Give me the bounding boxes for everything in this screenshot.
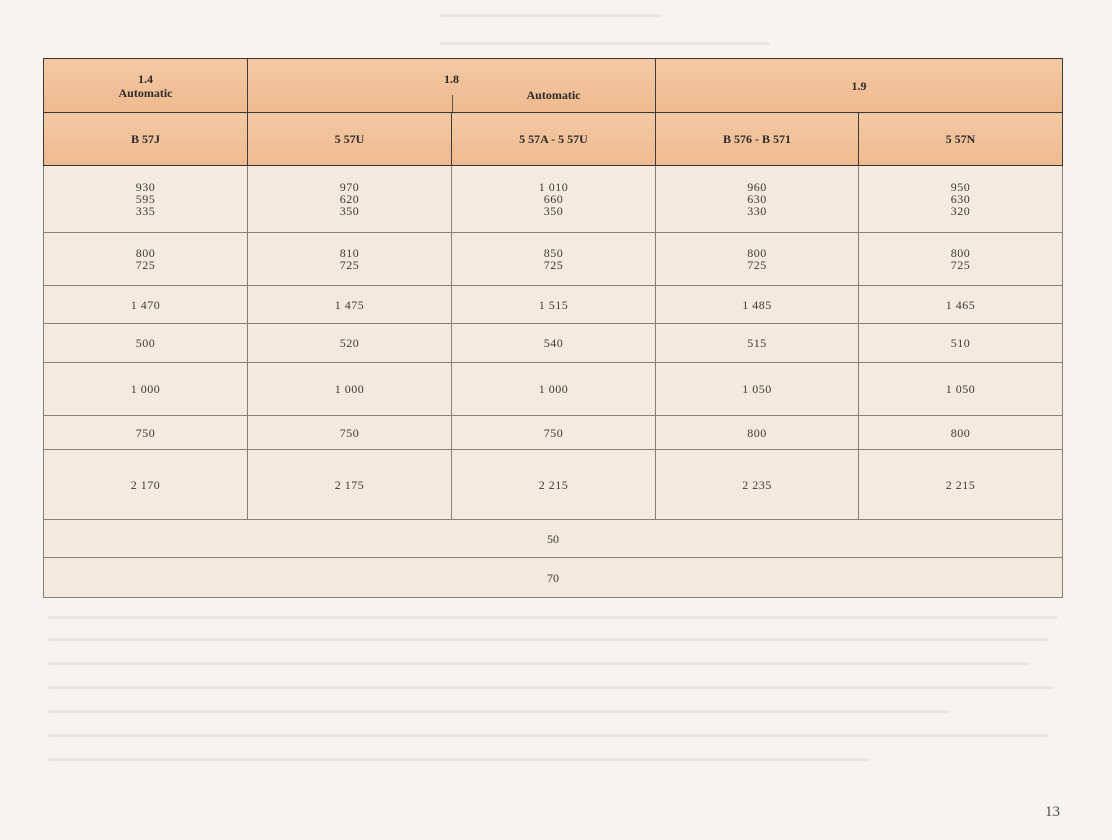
- table-cell: [248, 233, 452, 286]
- table-cell: [656, 324, 859, 363]
- table-cell: [452, 286, 656, 324]
- table-cell: [452, 416, 656, 450]
- cell-value: 1 515: [538, 297, 569, 312]
- cell-value: 930: [135, 180, 156, 194]
- cell-value: 800: [747, 425, 767, 440]
- cell-value: 320: [950, 204, 971, 218]
- table-cell: [452, 166, 656, 233]
- cell-value: 1 465: [945, 297, 976, 312]
- cell-value: 510: [950, 336, 971, 350]
- table-cell: [656, 450, 859, 520]
- cell-value: 810: [339, 246, 360, 260]
- header-1-8-label: 1.8: [444, 72, 459, 86]
- table-cell: [44, 286, 248, 324]
- cell-value: 1 010: [538, 180, 569, 194]
- header-1-9-group: [656, 59, 1063, 113]
- page-number: 13: [1045, 804, 1060, 820]
- cell-value: 620: [339, 192, 360, 206]
- table-cell: [452, 450, 656, 520]
- table-cell: [452, 324, 656, 363]
- cell-value: 800: [135, 246, 156, 260]
- header-1-4-label: 1.4: [138, 72, 153, 86]
- cell-value: 630: [747, 192, 767, 206]
- cell-value: 330: [747, 204, 767, 218]
- table-cell: [656, 416, 859, 450]
- table-cell: [248, 324, 452, 363]
- table-cell: [859, 416, 1063, 450]
- table-cell: [248, 166, 452, 233]
- cell-value: 725: [747, 258, 767, 272]
- specifications-table: [43, 58, 1063, 598]
- table-cell: [859, 286, 1063, 324]
- cell-value: 350: [543, 204, 564, 218]
- cell-value: 1 470: [130, 297, 161, 312]
- cell-value: 970: [339, 180, 360, 194]
- cell-value: 850: [543, 246, 564, 260]
- cell-value: 750: [339, 425, 360, 440]
- table-cell: [656, 286, 859, 324]
- table-cell: [44, 166, 248, 233]
- table-cell: [859, 450, 1063, 520]
- table-cell: [44, 233, 248, 286]
- cell-value: 2 170: [130, 477, 161, 492]
- table-row-full-width: [44, 520, 1063, 558]
- table-header-row-engine: [44, 59, 1063, 113]
- cell-value: 2 215: [945, 477, 976, 492]
- model-header: 5 57A - 5 57U: [452, 113, 656, 166]
- table-cell: [44, 363, 248, 416]
- header-1-8-automatic-label: Automatic: [526, 88, 581, 102]
- table-cell: [656, 166, 859, 233]
- header-automatic-label: Automatic: [118, 86, 173, 100]
- table-cell: [859, 166, 1063, 233]
- table-cell: [44, 324, 248, 363]
- cell-value: 800: [950, 246, 971, 260]
- cell-value: 350: [339, 204, 360, 218]
- cell-value: 1 485: [742, 297, 772, 312]
- model-header: 5 57N: [859, 113, 1063, 166]
- table-cell: 70: [44, 558, 1063, 598]
- model-header: B 57J: [44, 113, 248, 166]
- table-row: [44, 324, 1063, 363]
- cell-value: 1 050: [945, 382, 976, 396]
- table-cell: [656, 363, 859, 416]
- table-cell: [248, 363, 452, 416]
- header-1-4-automatic: [44, 59, 248, 113]
- table-cell: [248, 416, 452, 450]
- cell-value: 960: [747, 180, 767, 194]
- cell-value: 800: [747, 246, 767, 260]
- table-cell: [859, 324, 1063, 363]
- table-header-row-models: [44, 113, 1063, 166]
- table-cell: [859, 363, 1063, 416]
- cell-value: 660: [543, 192, 564, 206]
- model-header: 5 57U: [248, 113, 452, 166]
- cell-value: 725: [339, 258, 360, 272]
- cell-value: 725: [135, 258, 156, 272]
- table-row: [44, 166, 1063, 233]
- cell-value: 1 000: [334, 382, 365, 396]
- table-row-full-width: [44, 558, 1063, 598]
- cell-value: 515: [747, 336, 767, 350]
- cell-value: 595: [135, 192, 156, 206]
- table-cell: [44, 450, 248, 520]
- cell-value: 750: [543, 425, 564, 440]
- table-cell: [859, 233, 1063, 286]
- cell-value: 1 475: [334, 297, 365, 312]
- table-cell: [452, 233, 656, 286]
- cell-value: 335: [135, 204, 156, 218]
- cell-value: 630: [950, 192, 971, 206]
- cell-value: 540: [543, 336, 564, 350]
- cell-value: 800: [950, 425, 971, 440]
- cell-value: 520: [339, 336, 360, 350]
- cell-value: 725: [950, 258, 971, 272]
- cell-value: 500: [135, 336, 156, 350]
- table-cell: [656, 233, 859, 286]
- table-cell: 50: [44, 520, 1063, 558]
- cell-value: 725: [543, 258, 564, 272]
- cell-value: 1 000: [538, 382, 569, 396]
- table-cell: [44, 416, 248, 450]
- table-row: [44, 233, 1063, 286]
- table-cell: [248, 286, 452, 324]
- cell-value: 950: [950, 180, 971, 194]
- table-row: [44, 286, 1063, 324]
- cell-value: 750: [135, 425, 156, 440]
- cell-value: 2 175: [334, 477, 365, 492]
- cell-value: 2 215: [538, 477, 569, 492]
- cell-value: 1 000: [130, 382, 161, 396]
- table-row: [44, 450, 1063, 520]
- table-row: [44, 363, 1063, 416]
- header-1-9-label: 1.9: [851, 78, 867, 93]
- table-cell: [248, 450, 452, 520]
- cell-value: 1 050: [742, 382, 772, 396]
- table-cell: [452, 363, 656, 416]
- table-row: [44, 416, 1063, 450]
- model-header: B 576 - B 571: [656, 113, 859, 166]
- cell-value: 2 235: [742, 477, 772, 492]
- header-1-8-group: [248, 59, 656, 113]
